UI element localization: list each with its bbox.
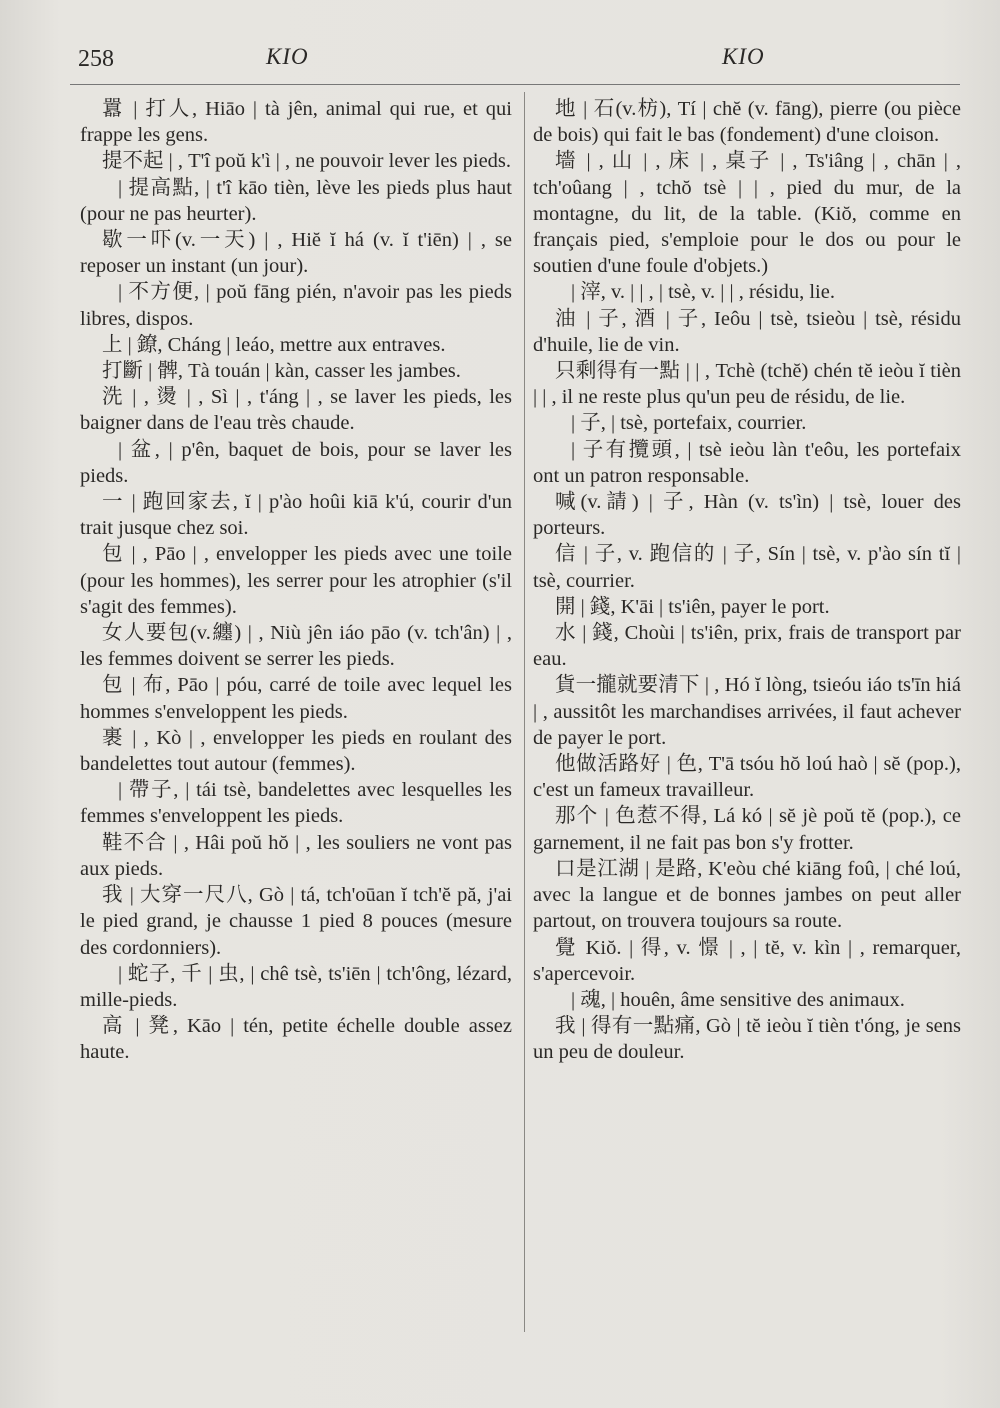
- dictionary-entry: 開 | 錢, K'āi | ts'iên, payer le port.: [555, 595, 830, 618]
- running-head-left: KIO: [266, 44, 309, 69]
- dictionary-entry: 我 | 大穿一尺八, Gò | tá, tch'oūan ĭ tch'ĕ pă, j'ai le pied grand, je chausse 1 pied 8 pouces (mesure des cordonniers).: [80, 884, 512, 959]
- running-head-right: KIO: [722, 44, 765, 69]
- dictionary-entry: 口是江湖 | 是路, K'eòu ché kiāng foû, | ché loú, avec la langue et de bonnes jambes on peut aller partout, on trouvera toujours sa route.: [533, 857, 961, 933]
- dictionary-entry: 女人要包(v.纏) | , Niù jên iáo pāo (v. tch'ân) | , les femmes doivent se serrer les pieds.: [80, 622, 512, 671]
- dictionary-entry: 貨一攏就要清下 | , Hó ĭ lòng, tsieóu iáo ts'īn hiá | , aussitôt les marchandises arrivées, il faut achever de payer le port.: [533, 674, 961, 749]
- dictionary-entry: 提不起 | , T'î poŭ k'ì | , ne pouvoir lever les pieds.: [102, 150, 512, 173]
- dictionary-entry: 打斷 | 髀, Tà touán | kàn, casser les jambes.: [102, 360, 461, 383]
- dictionary-entry: | 子, | tsè, portefaix, courrier.: [571, 412, 807, 435]
- dictionary-entry: 我 | 得有一點痛, Gò | tĕ ieòu ĭ tièn t'óng, je sens un peu de douleur.: [533, 1015, 961, 1064]
- dictionary-entry: | 帶子, | tái tsè, bandelettes avec lesquelles les femmes s'enveloppent les pieds.: [80, 779, 512, 828]
- dictionary-entry: 地 | 石(v.枋), Tí | chĕ (v. fāng), pierre (ou pièce de bois) qui fait le bas (fondement) d'une cloison.: [533, 98, 961, 147]
- dictionary-entry: 上 | 鐐, Cháng | leáo, mettre aux entraves.: [102, 333, 446, 356]
- page-header: [70, 40, 960, 76]
- dictionary-entry: | 子有攬頭, | tsè ieòu làn t'eôu, les portefaix ont un patron responsable.: [533, 438, 961, 487]
- dictionary-entry: 水 | 錢, Choùi | ts'iên, prix, frais de transport par eau.: [533, 622, 961, 671]
- dictionary-entry: 他做活路好 | 色, T'ā tsóu hŏ loú haò | sĕ (pop.), c'est un fameux travailleur.: [533, 753, 961, 802]
- dictionary-entry: 只剩得有一點 | | , Tchè (tchĕ) chén tĕ ieòu ĭ tièn | | , il ne reste plus qu'un peu de résidu, de lie.: [533, 360, 961, 409]
- dictionary-entry: 歇一吓(v.一天) | , Hiĕ ĭ há (v. ĭ t'iēn) | , se reposer un instant (un jour).: [80, 229, 512, 278]
- dictionary-entry: 包 | 布, Pāo | póu, carré de toile avec lequel les hommes s'enveloppent les pieds.: [80, 674, 512, 723]
- dictionary-entry: 墻 | , 山 | , 床 | , 桌子 | , Ts'iâng | , chān | , tch'oûang | , tchŏ tsè | | , pied du mur, de la montagne, du lit, de la table. (Kiŏ, comme en français pied, s'emploie pour le dos ou pour le soutien d'une foule d'objets.): [533, 150, 961, 278]
- dictionary-entry: | 滓, v. | | , | tsè, v. | | , résidu, lie.: [571, 281, 835, 304]
- column-divider: [524, 92, 525, 1332]
- dictionary-entry: 喊(v.請) | 子, Hàn (v. ts'ìn) | tsè, louer des porteurs.: [533, 491, 961, 540]
- dictionary-entry: | 蛇子, 千 | 虫, | chê tsè, ts'iēn | tch'ông, lézard, mille-pieds.: [80, 962, 512, 1011]
- dictionary-entry: 那个 | 色惹不得, Lá kó | sĕ jè poŭ tĕ (pop.), ce garnement, il ne fait pas bon s'y frotter.: [533, 805, 961, 854]
- header-rule: [70, 84, 960, 85]
- dictionary-entry: 油 | 子, 酒 | 子, Ieôu | tsè, tsieòu | tsè, résidu d'huile, lie de vin.: [533, 307, 961, 356]
- dictionary-entry: 信 | 子, v. 跑信的 | 子, Sín | tsè, v. p'ào sín tĭ | tsè, courrier.: [533, 543, 961, 592]
- dictionary-entry: 裹 | , Kò | , envelopper les pieds en roulant des bandelettes tout autour (femmes).: [80, 726, 512, 776]
- dictionary-entry: 包 | , Pāo | , envelopper les pieds avec une toile (pour les hommes), les serrer pour les atrophier (s'il s'agit des femmes).: [80, 543, 512, 618]
- dictionary-entry: 高 | 凳, Kāo | tén, petite échelle double assez haute.: [80, 1015, 512, 1064]
- dictionary-entry: | 魂, | houên, âme sensitive des animaux.: [571, 988, 905, 1011]
- dictionary-entry: | 盆, | p'ên, baquet de bois, pour se laver les pieds.: [80, 438, 512, 487]
- dictionary-entry: 鞋不合 | , Hâi poŭ hŏ | , les souliers ne vont pas aux pieds.: [80, 831, 512, 880]
- dictionary-entry: | 不方便, | poŭ fāng pién, n'avoir pas les pieds libres, dispos.: [80, 281, 512, 330]
- right-column: [533, 96, 961, 1066]
- dictionary-entry: 覺 Kiŏ. | 得, v. 憬 | , | tĕ, v. kìn | , remarquer, s'apercevoir.: [533, 936, 961, 985]
- left-column: [80, 96, 512, 1066]
- dictionary-entry: 一 | 跑回家去, ĭ | p'ào hoûi kiā k'ú, courir d'un trait jusque chez soi.: [80, 491, 512, 540]
- dictionary-entry: 洗 | , 燙 | , Sì | , t'áng | , se laver les pieds, les baigner dans de l'eau très chaude.: [80, 386, 512, 435]
- dictionary-entry: 囂 | 打人, Hiāo | tà jên, animal qui rue, et qui frappe les gens.: [80, 98, 512, 147]
- page-number: 258: [78, 46, 114, 72]
- dictionary-entry: | 提高點, | t'î kāo tièn, lève les pieds plus haut (pour ne pas heurter).: [80, 176, 512, 225]
